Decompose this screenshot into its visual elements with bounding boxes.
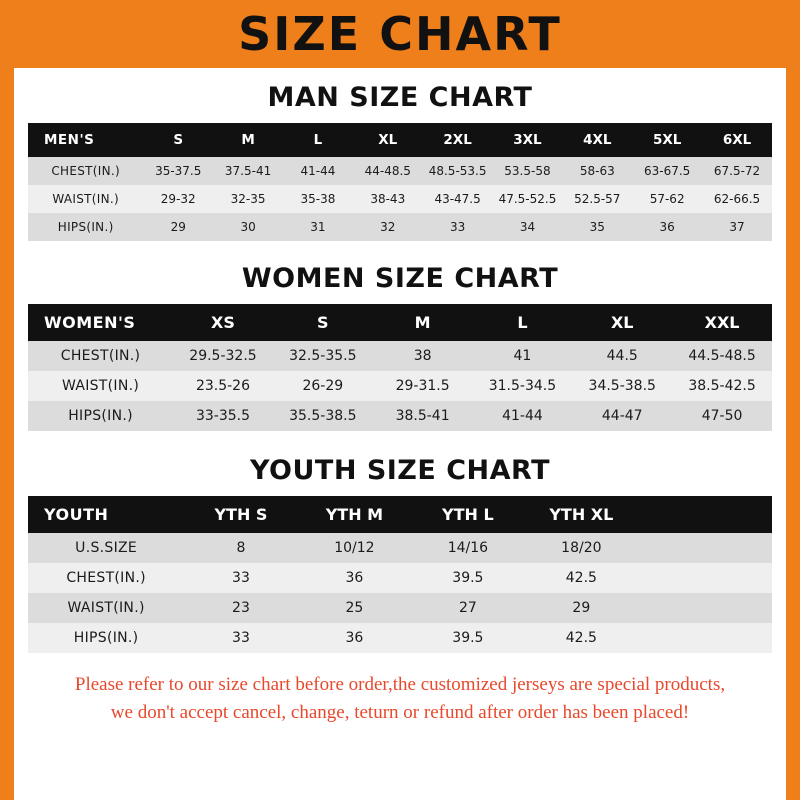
youth-row-1-cell-1: 36 [298, 563, 411, 593]
table-header-row [28, 304, 772, 341]
man-table-head [28, 123, 772, 157]
women-row-1-cell-4: 34.5-38.5 [572, 371, 672, 401]
youth-row-0-label: U.S.SIZE [28, 533, 184, 563]
table-row [28, 341, 772, 371]
man-row-2-cell-3: 32 [353, 213, 423, 241]
man-row-2-cell-1: 30 [213, 213, 283, 241]
footer-note [28, 671, 772, 726]
table-header-row [28, 123, 772, 157]
footer-note-line-2: we don't accept cancel, change, teturn or refund after order has been placed! [110, 701, 690, 723]
table-row [28, 623, 772, 653]
youth-row-0-cell-3: 18/20 [525, 533, 639, 563]
women-row-0-cell-4: 44.5 [572, 341, 672, 371]
women-row-1-cell-1: 26-29 [273, 371, 373, 401]
youth-row-2-cell-1: 25 [298, 593, 411, 623]
youth-row-1-cell-4 [638, 563, 772, 593]
man-col-8: 6XL [702, 123, 772, 157]
women-row-1-cell-0: 23.5-26 [173, 371, 273, 401]
women-table-head [28, 304, 772, 341]
man-row-0-cell-2: 41-44 [283, 157, 353, 185]
man-row-0-cell-5: 53.5-58 [493, 157, 563, 185]
youth-row-2-cell-3: 29 [525, 593, 639, 623]
youth-row-1-label: CHEST(IN.) [28, 563, 184, 593]
chart-content [14, 82, 786, 726]
women-row-1-cell-3: 31.5-34.5 [473, 371, 573, 401]
man-col-5: 3XL [493, 123, 563, 157]
youth-row-3-cell-3: 42.5 [525, 623, 639, 653]
table-row [28, 157, 772, 185]
youth-table-head [28, 496, 772, 533]
women-col-5: XXL [672, 304, 772, 341]
man-row-1-cell-0: 29-32 [143, 185, 213, 213]
footer-note-line-1: Please refer to our size chart before order,the customized jerseys are special products, [74, 674, 726, 695]
table-row [28, 593, 772, 623]
youth-header-label: YOUTH [28, 496, 184, 533]
man-table-body [28, 157, 772, 241]
women-row-2-cell-3: 41-44 [473, 401, 573, 431]
man-row-1-label: WAIST(IN.) [28, 185, 143, 213]
man-row-0-label: CHEST(IN.) [28, 157, 143, 185]
youth-row-0-cell-4 [638, 533, 772, 563]
man-row-1-cell-6: 52.5-57 [562, 185, 632, 213]
women-section-title: WOMEN SIZE CHART [241, 263, 559, 294]
man-col-4: 2XL [423, 123, 493, 157]
women-row-0-label: CHEST(IN.) [28, 341, 173, 371]
women-row-2-cell-5: 47-50 [672, 401, 772, 431]
man-row-1-cell-2: 35-38 [283, 185, 353, 213]
man-row-1-cell-1: 32-35 [213, 185, 283, 213]
man-row-0-cell-4: 48.5-53.5 [423, 157, 493, 185]
youth-row-2-cell-0: 23 [184, 593, 297, 623]
women-row-0-cell-0: 29.5-32.5 [173, 341, 273, 371]
table-row [28, 371, 772, 401]
youth-row-3-cell-2: 39.5 [411, 623, 524, 653]
table-row [28, 185, 772, 213]
youth-col-3: YTH XL [525, 496, 639, 533]
youth-col-1: YTH M [298, 496, 411, 533]
women-row-2-label: HIPS(IN.) [28, 401, 173, 431]
women-row-1-label: WAIST(IN.) [28, 371, 173, 401]
women-row-2-cell-4: 44-47 [572, 401, 672, 431]
man-row-2-cell-6: 35 [562, 213, 632, 241]
man-row-2-cell-5: 34 [493, 213, 563, 241]
man-row-0-cell-1: 37.5-41 [213, 157, 283, 185]
man-row-1-cell-7: 57-62 [632, 185, 702, 213]
page-title: SIZE CHART [238, 7, 562, 61]
youth-table-body [28, 533, 772, 653]
man-row-1-cell-5: 47.5-52.5 [493, 185, 563, 213]
women-size-table [28, 304, 772, 431]
man-col-2: L [283, 123, 353, 157]
youth-col-0: YTH S [184, 496, 297, 533]
youth-col-2: YTH L [411, 496, 524, 533]
youth-row-1-cell-3: 42.5 [525, 563, 639, 593]
man-row-1-cell-8: 62-66.5 [702, 185, 772, 213]
women-col-1: S [273, 304, 373, 341]
youth-row-1-cell-0: 33 [184, 563, 297, 593]
youth-row-3-cell-1: 36 [298, 623, 411, 653]
man-col-6: 4XL [562, 123, 632, 157]
youth-row-1-cell-2: 39.5 [411, 563, 524, 593]
women-row-2-cell-1: 35.5-38.5 [273, 401, 373, 431]
youth-col-4 [638, 496, 772, 533]
women-header-label: WOMEN'S [28, 304, 173, 341]
women-row-1-cell-5: 38.5-42.5 [672, 371, 772, 401]
women-col-0: XS [173, 304, 273, 341]
table-row [28, 563, 772, 593]
women-row-0-cell-3: 41 [473, 341, 573, 371]
women-table-body [28, 341, 772, 431]
man-row-1-cell-3: 38-43 [353, 185, 423, 213]
youth-row-2-cell-4 [638, 593, 772, 623]
man-size-table [28, 123, 772, 241]
table-row [28, 401, 772, 431]
youth-row-0-cell-2: 14/16 [411, 533, 524, 563]
youth-size-table [28, 496, 772, 653]
man-row-0-cell-6: 58-63 [562, 157, 632, 185]
man-header-label: MEN'S [28, 123, 143, 157]
man-row-0-cell-8: 67.5-72 [702, 157, 772, 185]
women-row-0-cell-1: 32.5-35.5 [273, 341, 373, 371]
man-row-2-cell-7: 36 [632, 213, 702, 241]
man-row-2-cell-2: 31 [283, 213, 353, 241]
youth-row-0-cell-1: 10/12 [298, 533, 411, 563]
youth-row-3-cell-4 [638, 623, 772, 653]
man-col-3: XL [353, 123, 423, 157]
man-section-title: MAN SIZE CHART [267, 82, 533, 113]
man-row-0-cell-3: 44-48.5 [353, 157, 423, 185]
women-row-2-cell-2: 38.5-41 [373, 401, 473, 431]
table-row [28, 533, 772, 563]
man-col-7: 5XL [632, 123, 702, 157]
youth-row-3-label: HIPS(IN.) [28, 623, 184, 653]
women-col-3: L [473, 304, 573, 341]
women-row-2-cell-0: 33-35.5 [173, 401, 273, 431]
man-row-2-cell-0: 29 [143, 213, 213, 241]
women-col-2: M [373, 304, 473, 341]
women-col-4: XL [572, 304, 672, 341]
youth-row-2-label: WAIST(IN.) [28, 593, 184, 623]
youth-row-3-cell-0: 33 [184, 623, 297, 653]
man-row-0-cell-0: 35-37.5 [143, 157, 213, 185]
man-row-1-cell-4: 43-47.5 [423, 185, 493, 213]
women-row-0-cell-5: 44.5-48.5 [672, 341, 772, 371]
man-row-2-label: HIPS(IN.) [28, 213, 143, 241]
table-header-row [28, 496, 772, 533]
man-row-2-cell-8: 37 [702, 213, 772, 241]
man-col-0: S [143, 123, 213, 157]
youth-section-title: YOUTH SIZE CHART [249, 455, 551, 486]
man-row-2-cell-4: 33 [423, 213, 493, 241]
women-row-1-cell-2: 29-31.5 [373, 371, 473, 401]
man-col-1: M [213, 123, 283, 157]
page-banner [14, 0, 786, 68]
youth-row-2-cell-2: 27 [411, 593, 524, 623]
table-row [28, 213, 772, 241]
women-row-0-cell-2: 38 [373, 341, 473, 371]
man-row-0-cell-7: 63-67.5 [632, 157, 702, 185]
youth-row-0-cell-0: 8 [184, 533, 297, 563]
